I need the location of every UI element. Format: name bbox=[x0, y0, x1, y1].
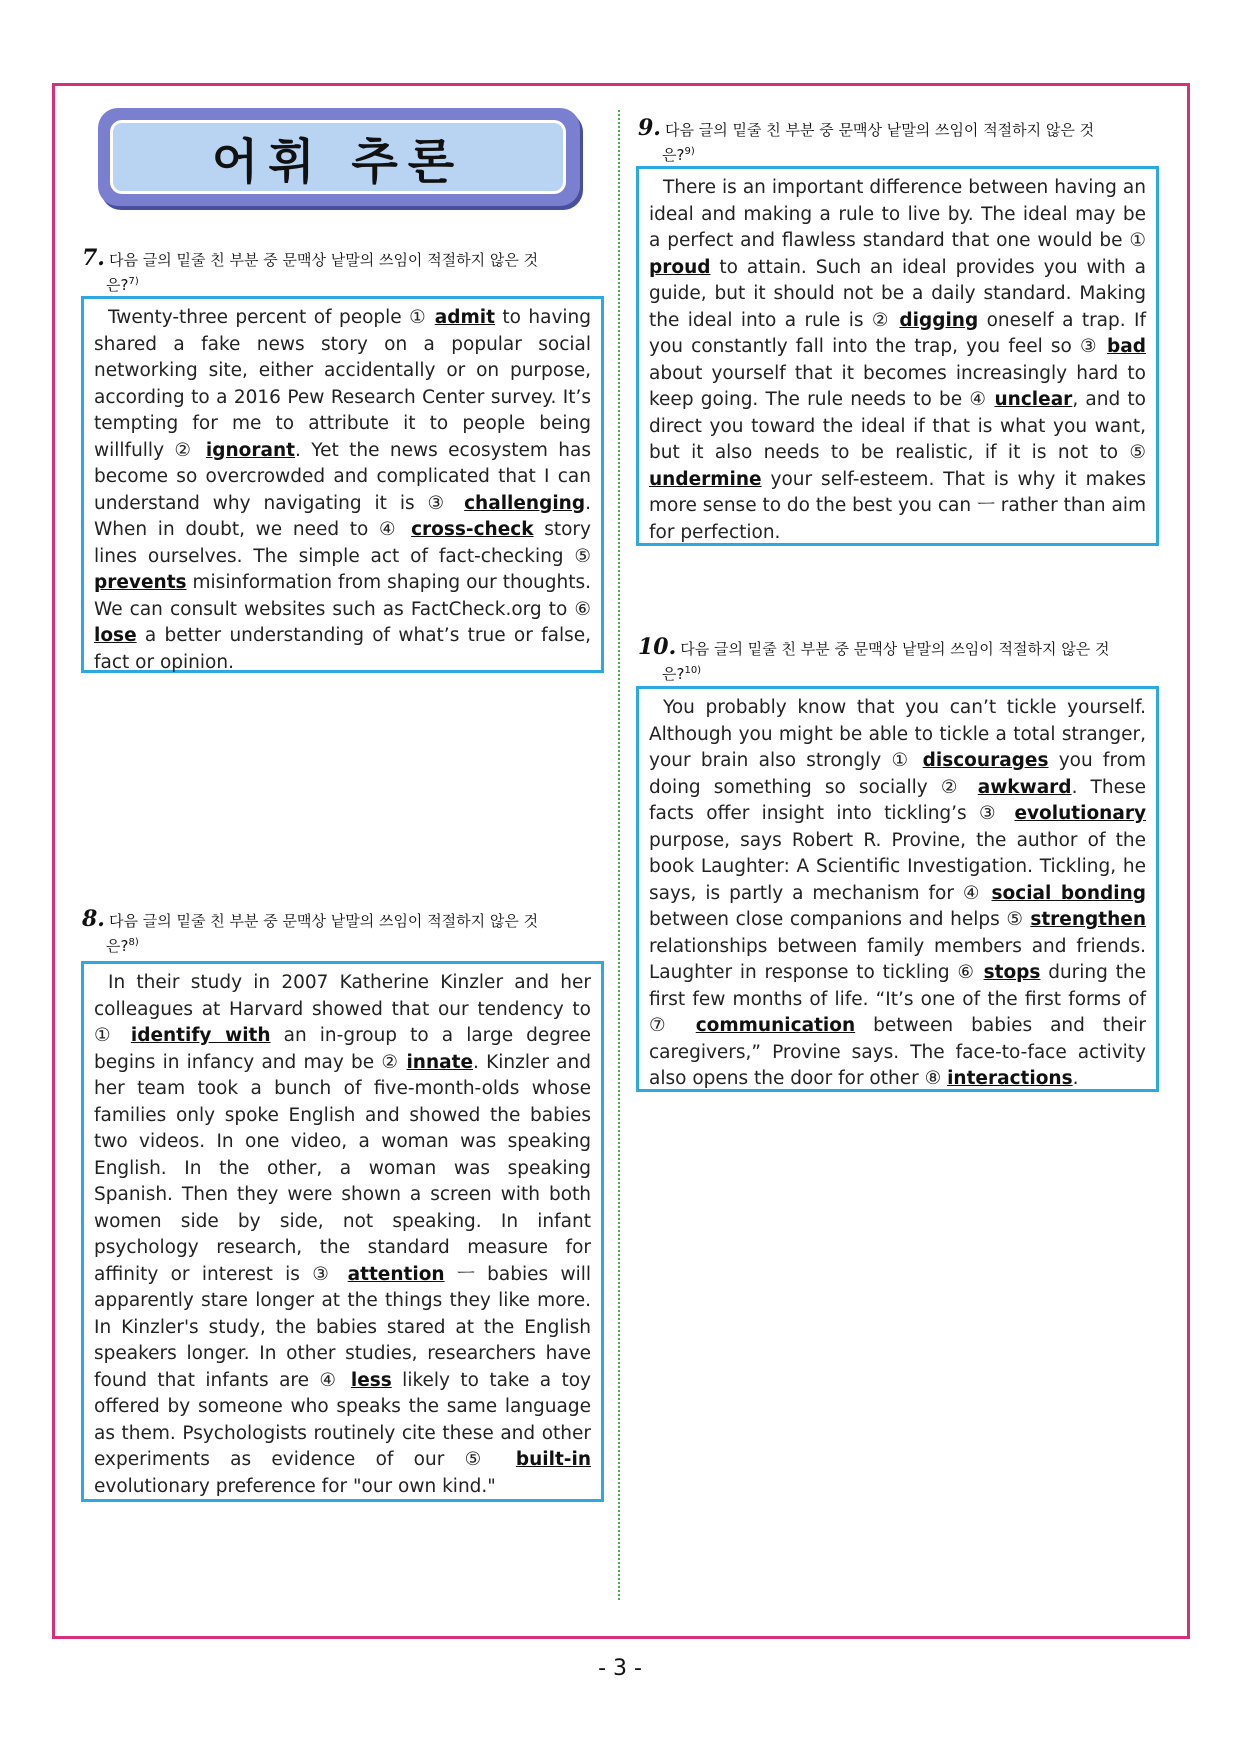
question-7-header bbox=[82, 247, 602, 296]
section-banner bbox=[98, 108, 580, 206]
underlined-word: cross-check bbox=[411, 519, 534, 540]
underlined-word: unclear bbox=[994, 389, 1073, 410]
underlined-word: evolutionary bbox=[1014, 803, 1146, 824]
question-prompt-cont: 은? bbox=[106, 276, 129, 294]
footnote-ref: 8) bbox=[128, 937, 139, 948]
question-10-header bbox=[638, 636, 1158, 685]
underlined-word: communication bbox=[695, 1015, 856, 1036]
column-divider bbox=[618, 110, 620, 1600]
underlined-word: social bonding bbox=[991, 882, 1147, 904]
underlined-word: less bbox=[350, 1369, 392, 1391]
question-number: 8. bbox=[82, 906, 105, 932]
underlined-word: challenging bbox=[464, 492, 586, 514]
question-number: 10. bbox=[638, 634, 677, 660]
question-prompt: 다음 글의 밑줄 친 부분 중 문맥상 낱말의 쓰임이 적절하지 않은 것 bbox=[108, 912, 539, 930]
question-number: 7. bbox=[82, 245, 105, 271]
question-7-passage bbox=[81, 296, 604, 673]
underlined-word: built-in bbox=[515, 1449, 591, 1470]
underlined-word: admit bbox=[434, 307, 495, 328]
question-9-header bbox=[638, 117, 1158, 166]
section-banner-inner bbox=[110, 120, 566, 194]
question-prompt-cont: 은? bbox=[662, 665, 685, 683]
question-8-header bbox=[82, 908, 602, 957]
underlined-word: ignorant bbox=[205, 439, 295, 461]
passage-text: You probably know that you can’t tickle yourself. Although you might be able to tickle a total stranger, your brain also strongly ① discourages you from doing something so socially ② awkward. These facts offer insight into tickling’s ③ evolutionary purpose, says Robert R. Provine, the author of the book Laughter: A Scientific Investigation. Tickling, he says, is partly a mechanism for ④ social bonding between close companions and helps ⑤ strengthen relationships between family members and friends. Laughter in response to tickling ⑥ stops during the first few months of life. “It’s one of the first forms of ⑦ communication between babies and their caregivers,” Provine says. The face-to-face activity also opens the door for other ⑧ interactions. bbox=[649, 697, 1147, 1089]
underlined-word: strengthen bbox=[1030, 909, 1146, 930]
underlined-word: stops bbox=[983, 962, 1041, 983]
question-prompt-cont: 은? bbox=[662, 146, 685, 164]
underlined-word: undermine bbox=[649, 468, 762, 490]
underlined-word: bad bbox=[1107, 336, 1146, 357]
question-9-passage bbox=[636, 166, 1159, 546]
underlined-word: discourages bbox=[922, 750, 1049, 771]
underlined-word: interactions bbox=[947, 1068, 1073, 1089]
underlined-word: proud bbox=[649, 256, 711, 278]
underlined-word: identify with bbox=[130, 1025, 271, 1046]
underlined-word: prevents bbox=[94, 572, 187, 593]
underlined-word: lose bbox=[94, 625, 137, 646]
question-prompt: 다음 글의 밑줄 친 부분 중 문맥상 낱말의 쓰임이 적절하지 않은 것 bbox=[664, 121, 1095, 139]
question-number: 9. bbox=[638, 115, 661, 141]
page-number: - 3 - bbox=[598, 1656, 642, 1681]
underlined-word: attention bbox=[347, 1263, 445, 1285]
passage-text: In their study in 2007 Katherine Kinzler and her colleagues at Harvard showed that our tendency to ① identify with an in-group to a large degree begins in infancy and may be ② innate. Kinzler and her team took a bunch of five-month-olds whose families only spoke English and showed the babies two videos. In one video, a woman was speaking English. In the other, a woman was speaking Spanish. Then they were shown a screen with both women side by side, not speaking. In infant psychology research, the standard measure for affinity or interest is ③ attention ㅡ babies will apparently stare longer at the things they like more. In Kinzler's study, the babies stared at the English speakers longer. In other studies, researchers have found that infants are ④ less likely to take a toy offered by someone who speaks the same language as them. Psychologists routinely cite these and other experiments as evidence of our ⑤ built-in evolutionary preference for "our own kind." bbox=[94, 972, 591, 1497]
footnote-ref: 10) bbox=[684, 665, 702, 676]
question-10-passage bbox=[636, 686, 1159, 1092]
footnote-ref: 7) bbox=[128, 276, 139, 287]
question-prompt-cont: 은? bbox=[106, 937, 129, 955]
section-title: 어휘 추론 bbox=[211, 133, 465, 190]
passage-text: There is an important difference between having an ideal and making a rule to live by. The ideal may be a perfect and flawless standard that one would be ① proud to attain. Such an ideal provides you with a guide, but it should not be a daily standard. Making the ideal into a rule is ② digging oneself a trap. If you constantly fall into the trap, you feel so ③ bad about yourself that it becomes increasingly hard to keep going. The rule needs to be ④ unclear, and to direct you toward the ideal if that is what you want, but it also needs to be realistic, if it is not to ⑤ undermine your self-esteem. That is why it makes more sense to do the best you can ㅡ rather than aim for perfection. bbox=[649, 177, 1147, 543]
passage-text: Twenty-three percent of people ① admit to having shared a fake news story on a popular social networking site, either accidentally or on purpose, according to a 2016 Pew Research Center survey. It’s tempting for me to attribute it to people being willfully ② ignorant. Yet the news ecosystem has become so overcrowded and complicated that I can understand why navigating it is ③ challenging. When in doubt, we need to ④ cross-check story lines ourselves. The simple act of fact-checking ⑤ prevents misinformation from shaping our thoughts. We can consult websites such as FactCheck.org to ⑥ lose a better understanding of what’s true or false, fact or opinion. bbox=[94, 307, 592, 673]
underlined-word: digging bbox=[899, 309, 979, 331]
question-prompt: 다음 글의 밑줄 친 부분 중 문맥상 낱말의 쓰임이 적절하지 않은 것 bbox=[680, 640, 1110, 658]
underlined-word: innate bbox=[406, 1051, 474, 1073]
question-8-passage bbox=[81, 961, 604, 1502]
underlined-word: awkward bbox=[977, 776, 1072, 798]
question-prompt: 다음 글의 밑줄 친 부분 중 문맥상 낱말의 쓰임이 적절하지 않은 것 bbox=[108, 251, 539, 269]
footnote-ref: 9) bbox=[684, 146, 695, 157]
